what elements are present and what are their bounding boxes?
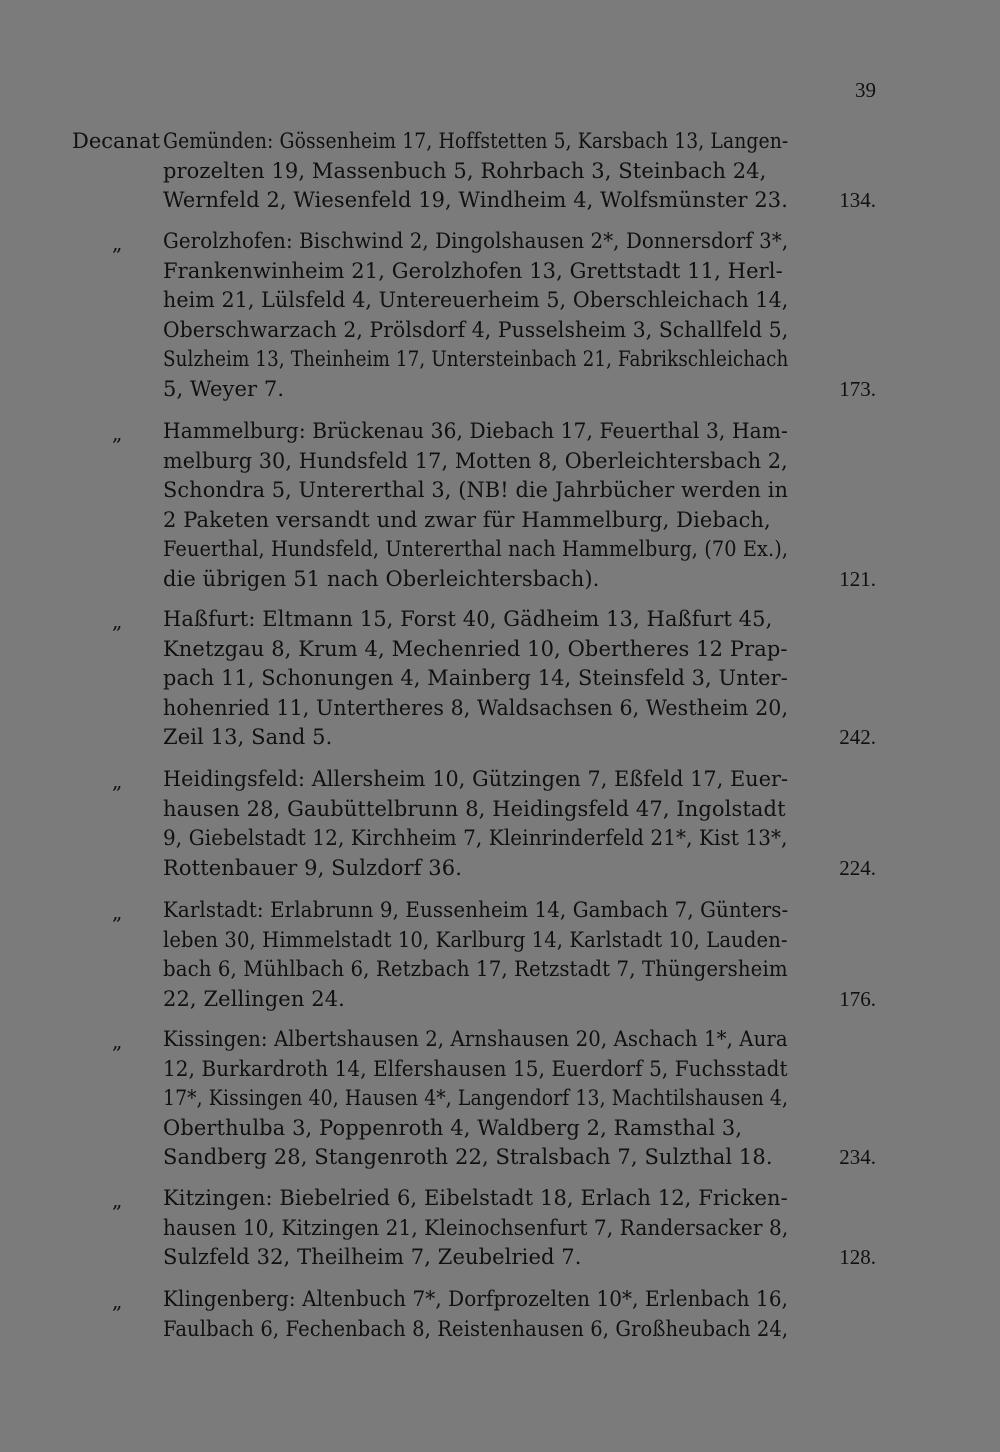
entry-line: heim 21, Lülsfeld 4, Untereuerheim 5, Oberschleichach 14, (163, 288, 789, 312)
entry-line: prozelten 19, Massenbuch 5, Rohrbach 3, Steinbach 24, (163, 158, 767, 183)
entry-total: 173. (839, 376, 876, 401)
ditto-mark: „ (112, 1289, 123, 1313)
entry-line: hohenried 11, Untertheres 8, Waldsachsen 6, Westheim 20, (163, 695, 789, 720)
entry-line: Karlstadt: Erlabrunn 9, Eussenheim 14, Gambach 7, Günters- (163, 898, 789, 922)
entry-line: Sulzfeld 32, Theilheim 7, Zeubelried 7. (163, 1245, 582, 1269)
entry-line: Sandberg 28, Stangenroth 22, Stralsbach 7, Sulzthal 18. (163, 1145, 773, 1169)
entry-line: hausen 28, Gaubüttelbrunn 8, Heidingsfeld 47, Ingolstadt (163, 796, 786, 821)
page-number: 39 (855, 78, 876, 102)
entry-line: Knetzgau 8, Krum 4, Mechenried 10, Obertheres 12 Prap- (163, 636, 788, 661)
entry-line: 22, Zellingen 24. (163, 986, 345, 1011)
entry-line: bach 6, Mühlbach 6, Retzbach 17, Retzstadt 7, Thüngersheim (163, 957, 788, 981)
entry-total: 234. (839, 1145, 876, 1169)
ditto-mark: „ (112, 609, 123, 633)
entry-line: Sulzheim 13, Theinheim 17, Untersteinbach 21, Fabrikschleichach (163, 347, 789, 371)
entry-line: 12, Burkardroth 14, Elfershausen 15, Euerdorf 5, Fuchsstadt (163, 1056, 788, 1081)
ditto-mark: „ (112, 900, 123, 924)
ditto-mark: „ (112, 769, 123, 793)
entry-line: Haßfurt: Eltmann 15, Forst 40, Gädheim 13, Haßfurt 45, (163, 607, 773, 631)
ditto-mark: „ (112, 1029, 123, 1053)
entry-line: Oberschwarzach 2, Prölsdorf 4, Pusselsheim 3, Schallfeld 5, (163, 317, 789, 342)
entry-line: Heidingsfeld: Allersheim 10, Gützingen 7, Eßfeld 17, Euer- (163, 767, 789, 791)
entry-total: 242. (839, 725, 876, 749)
ditto-mark: „ (112, 421, 123, 445)
entry-line: Kissingen: Albertshausen 2, Arnshausen 20, Aschach 1*, Aura (163, 1027, 788, 1051)
entry-line: hausen 10, Kitzingen 21, Kleinochsenfurt 7, Randersacker 8, (163, 1215, 789, 1240)
ditto-mark: „ (112, 1188, 123, 1212)
entry-total: 224. (839, 855, 876, 880)
entry-line: Frankenwinheim 21, Gerolzhofen 13, Grettstadt 11, Herl- (163, 258, 783, 283)
entry-line: Zeil 13, Sand 5. (163, 725, 333, 749)
entry-line: die übrigen 51 nach Oberleichtersbach). (163, 566, 600, 591)
entry-total: 121. (839, 566, 876, 591)
entry-line: pach 11, Schonungen 4, Mainberg 14, Steinsfeld 3, Unter- (163, 666, 788, 690)
entry-line: 2 Paketen versandt und zwar für Hammelburg, Diebach, (163, 507, 771, 532)
ditto-mark: „ (112, 231, 123, 255)
entry-line: Hammelburg: Brückenau 36, Diebach 17, Feuerthal 3, Ham- (163, 419, 788, 443)
entry-line: Schondra 5, Untererthal 3, (NB! die Jahrbücher werden in (163, 478, 789, 502)
entry-line: Feuerthal, Hundsfeld, Untererthal nach Hammelburg, (70 Ex.), (163, 537, 789, 561)
entry-line: 9, Giebelstadt 12, Kirchheim 7, Kleinrinderfeld 21*, Kist 13*, (163, 826, 788, 850)
entry-line: Rottenbauer 9, Sulzdorf 36. (163, 855, 462, 880)
entry-total: 134. (839, 188, 876, 212)
entry-total: 128. (839, 1245, 876, 1269)
entry-line: melburg 30, Hundsfeld 17, Motten 8, Oberleichtersbach 2, (163, 448, 788, 473)
entry-label: Decanat (72, 129, 161, 153)
entry-line: Klingenberg: Altenbuch 7*, Dorfprozelten 10*, Erlenbach 16, (163, 1287, 789, 1311)
entry-line: Wernfeld 2, Wiesenfeld 19, Windheim 4, Wolfsmünster 23. (163, 188, 788, 212)
entry-line: 17*, Kissingen 40, Hausen 4*, Langendorf 13, Machtilshausen 4, (163, 1086, 789, 1110)
entry-line: Faulbach 6, Fechenbach 8, Reistenhausen 6, Großheubach 24, (163, 1316, 789, 1341)
entry-line: 5, Weyer 7. (163, 376, 285, 401)
entry-line: leben 30, Himmelstadt 10, Karlburg 14, Karlstadt 10, Lauden- (163, 927, 788, 952)
entry-line: Kitzingen: Biebelried 6, Eibelstadt 18, Erlach 12, Fricken- (163, 1186, 788, 1210)
entry-line: Oberthulba 3, Poppenroth 4, Waldberg 2, Ramsthal 3, (163, 1115, 743, 1140)
entry-total: 176. (839, 986, 876, 1011)
entry-line: Gerolzhofen: Bischwind 2, Dingolshausen 2*, Donnersdorf 3*, (163, 229, 789, 253)
entry-line: Gemünden: Gössenheim 17, Hoffstetten 5, Karsbach 13, Langen- (163, 129, 789, 153)
